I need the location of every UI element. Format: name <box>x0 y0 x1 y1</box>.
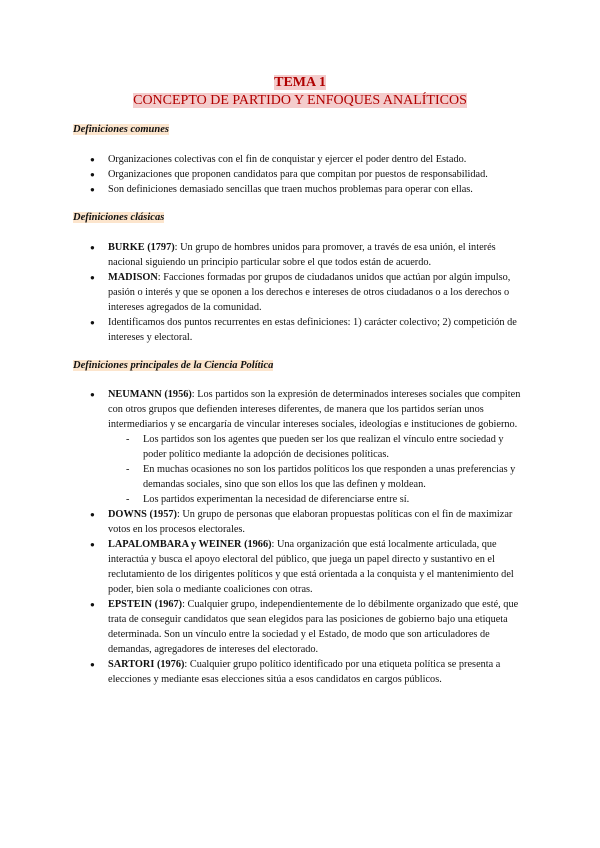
document-title <box>0 92 600 109</box>
item-text: Son definiciones demasiado sencillas que traen muchos problemas para operar con ellas. <box>108 184 473 195</box>
list-item <box>0 507 600 537</box>
list-item <box>0 597 600 657</box>
list-item <box>0 167 600 182</box>
list-ciencia-politica <box>0 387 600 687</box>
item-text: Identificamos dos puntos recurrentes en estas definiciones: 1) carácter colectivo; 2) competición de intereses y electoral. <box>108 317 517 343</box>
section-heading-comunes <box>73 124 169 135</box>
tema-heading <box>0 74 600 91</box>
section-heading-text: Definiciones clásicas <box>73 212 165 223</box>
item-text: : Un grupo de personas que elaboran propuestas políticas con el fin de maximizar votos en los procesos electorales. <box>108 509 513 535</box>
sub-item-text: Los partidos experimentan la necesidad de diferenciarse entre sí. <box>143 494 410 505</box>
sub-list-item <box>108 462 524 492</box>
list-item <box>0 270 600 315</box>
author-name: LAPALOMBARA y WEINER (1966) <box>108 539 272 550</box>
document-title-text: CONCEPTO DE PARTIDO Y ENFOQUES ANALÍTICOS <box>133 93 467 108</box>
list-item <box>0 537 600 597</box>
list-item <box>0 387 600 507</box>
author-name: MADISON <box>108 272 158 283</box>
list-item <box>0 315 600 345</box>
section-heading-text: Definiciones comunes <box>73 124 169 135</box>
author-name: NEUMANN (1956) <box>108 389 192 400</box>
author-name: DOWNS (1957) <box>108 509 177 520</box>
item-text: : Cualquier grupo político identificado por una etiqueta política se presenta a elecciones y mediante esas elecciones sitúa a esos candidatos en cargos públicos. <box>108 659 501 685</box>
item-text: : Los partidos son la expresión de determinados intereses sociales que compiten con otros grupos que defienden intereses diferentes, de manera que los partidos serían unos intermediarios y se encargaría de vincular intereses sociales, ideologías e instituciones de gobierno. <box>108 389 521 430</box>
section-heading-clasicas <box>73 212 164 223</box>
item-text: : Un grupo de hombres unidos para promover, a través de esa unión, el interés nacional siguiendo un principio particular sobre el que todos están de acuerdo. <box>108 242 496 268</box>
author-name: EPSTEIN (1967) <box>108 599 183 610</box>
item-text: : Cualquier grupo, independientemente de lo débilmente organizado que esté, que trata de conseguir candidatos que sean elegidos para las posiciones de gobierno bajo una etiqueta determinada. Son un vínculo entre la sociedad y el Estado, de modo que son articuladores de demandas, agregadores de intereses del electorado. <box>108 599 519 655</box>
author-name: SARTORI (1976) <box>108 659 185 670</box>
list-item <box>0 240 600 270</box>
list-comunes <box>0 152 600 197</box>
sub-list-neumann <box>108 432 524 507</box>
sub-item-text: Los partidos son los agentes que pueden ser los que realizan el vínculo entre sociedad y poder político mediante la adopción de decisiones políticas. <box>143 434 504 460</box>
item-text: : Una organización que está localmente articulada, que interactúa y busca el apoyo electoral del público, que juega un papel directo y sustantivo en el reclutamiento de los dirigentes políticos y que está orientada a la conquista y el mantenimiento del poder, bien sola o mediante coaliciones con otras. <box>108 539 514 595</box>
list-clasicas <box>0 240 600 345</box>
item-text: Organizaciones que proponen candidatos para que compitan por puestos de responsabilidad. <box>108 169 488 180</box>
list-item <box>0 657 600 687</box>
author-name: BURKE (1797) <box>108 242 175 253</box>
tema-label: TEMA 1 <box>274 75 326 90</box>
item-text: Organizaciones colectivas con el fin de conquistar y ejercer el poder dentro del Estado. <box>108 154 467 165</box>
sub-item-text: En muchas ocasiones no son los partidos políticos los que responden a unas preferencias y demandas sociales, sino que son ellos los que las definen y moldean. <box>143 464 516 490</box>
item-text: : Facciones formadas por grupos de ciudadanos unidos que actúan por algún impulso, pasión o interés y que se oponen a los derechos e intereses de otros ciudadanos o a los derechos o intereses agregados de la comunidad. <box>108 272 511 313</box>
sub-list-item <box>108 492 524 507</box>
section-heading-ciencia-politica <box>73 360 273 371</box>
list-item <box>0 152 600 167</box>
list-item <box>0 182 600 197</box>
section-heading-text: Definiciones principales de la Ciencia Política <box>73 360 274 371</box>
sub-list-item <box>108 432 524 462</box>
